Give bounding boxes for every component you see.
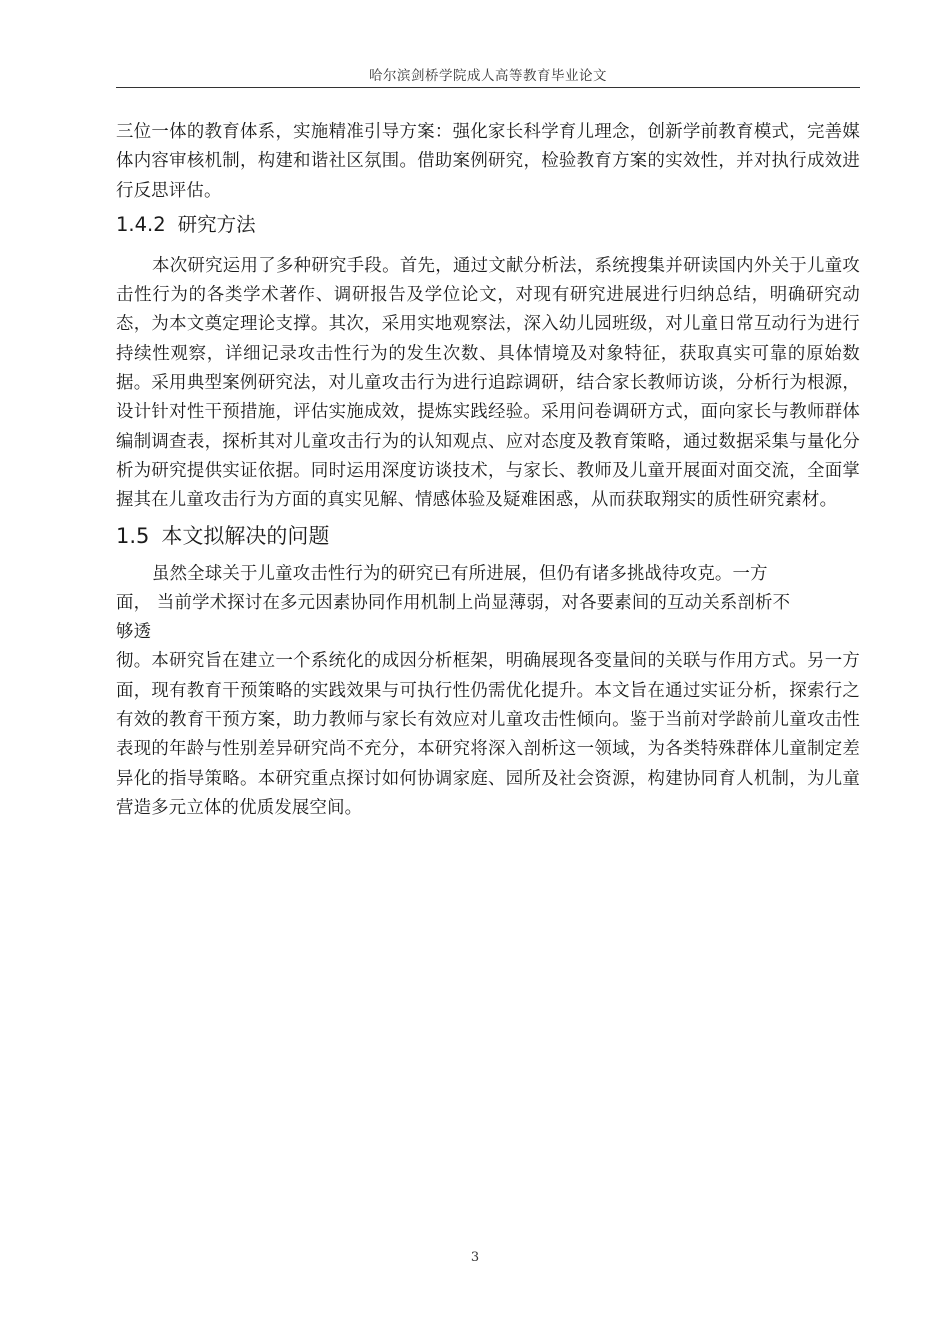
research-methods-paragraph: 本次研究运用了多种研究手段。首先，通过文献分析法，系统搜集并研读国内外关于儿童攻击性行为的各类学术著作、调研报告及学位论文，对现有研究进展进行归纳总结，明确研究动态，为本文奠定理论支撑。其次，采用实地观察法，深入幼儿园班级，对儿童日常互动行为进行持续性观察，详细记录攻击性行为的发生次数、具体情境及对象特征，获取真实可靠的原始数据。采用典型案例研究法，对儿童攻击行为进行追踪调研，结合家长教师访谈，分析行为根源，设计针对性干预措施，评估实施成效，提炼实践经验。采用问卷调研方式，面向家长与教师群体编制调查表，探析其对儿童攻击行为的认知观点、应对态度及教育策略，通过数据采集与量化分析为研究提供实证依据。同时运用深度访谈技术，与家长、教师及儿童开展面对面交流，全面掌握其在儿童攻击行为方面的真实见解、情感体验及疑难困惑，从而获取翔实的质性研究素材。	[116, 255, 860, 511]
problems-line-1: 虽然全球关于儿童攻击性行为的研究已有所进展，但仍有诸多挑战待攻克。一方	[152, 563, 768, 584]
section-number: 1.4.2	[116, 212, 166, 236]
section-number: 1.5	[116, 523, 150, 548]
page-header: 哈尔滨剑桥学院成人高等教育毕业论文	[369, 68, 607, 84]
section-title: 本文拟解决的问题	[161, 523, 330, 548]
problems-paragraph	[116, 560, 860, 824]
section-heading-1-4-2	[116, 212, 860, 238]
document-body	[116, 118, 860, 823]
problems-rest: 彻。本研究旨在建立一个系统化的成因分析框架，明确展现各变量间的关联与作用方式。另一方面，现有教育干预策略的实践效果与可执行性仍需优化提升。本文旨在通过实证分析，探索行之有效的教育干预方案，助力教师与家长有效应对儿童攻击性倾向。鉴于当前对学龄前儿童攻击性表现的年龄与性别差异研究尚不充分，本研究将深入剖析这一领域，为各类特殊群体儿童制定差异化的指导策略。本研究重点探讨如何协调家庭、园所及社会资源，构建协同育人机制，为儿童营造多元立体的优质发展空间。	[116, 651, 860, 818]
page-number: 3	[470, 1250, 480, 1265]
section-title: 研究方法	[177, 212, 256, 236]
problems-line-3: 够透	[116, 622, 152, 643]
problems-line-2: 面， 当前学术探讨在多元因素协同作用机制上尚显薄弱，对各要素间的互动关系剖析不	[116, 592, 791, 613]
header-divider	[116, 87, 860, 88]
section-heading-1-5	[116, 522, 860, 550]
intro-paragraph: 三位一体的教育体系，实施精准引导方案：强化家长科学育儿理念，创新学前教育模式，完善媒体内容审核机制，构建和谐社区氛围。借助案例研究，检验教育方案的实效性，并对执行成效进行反思评估。	[116, 122, 860, 201]
